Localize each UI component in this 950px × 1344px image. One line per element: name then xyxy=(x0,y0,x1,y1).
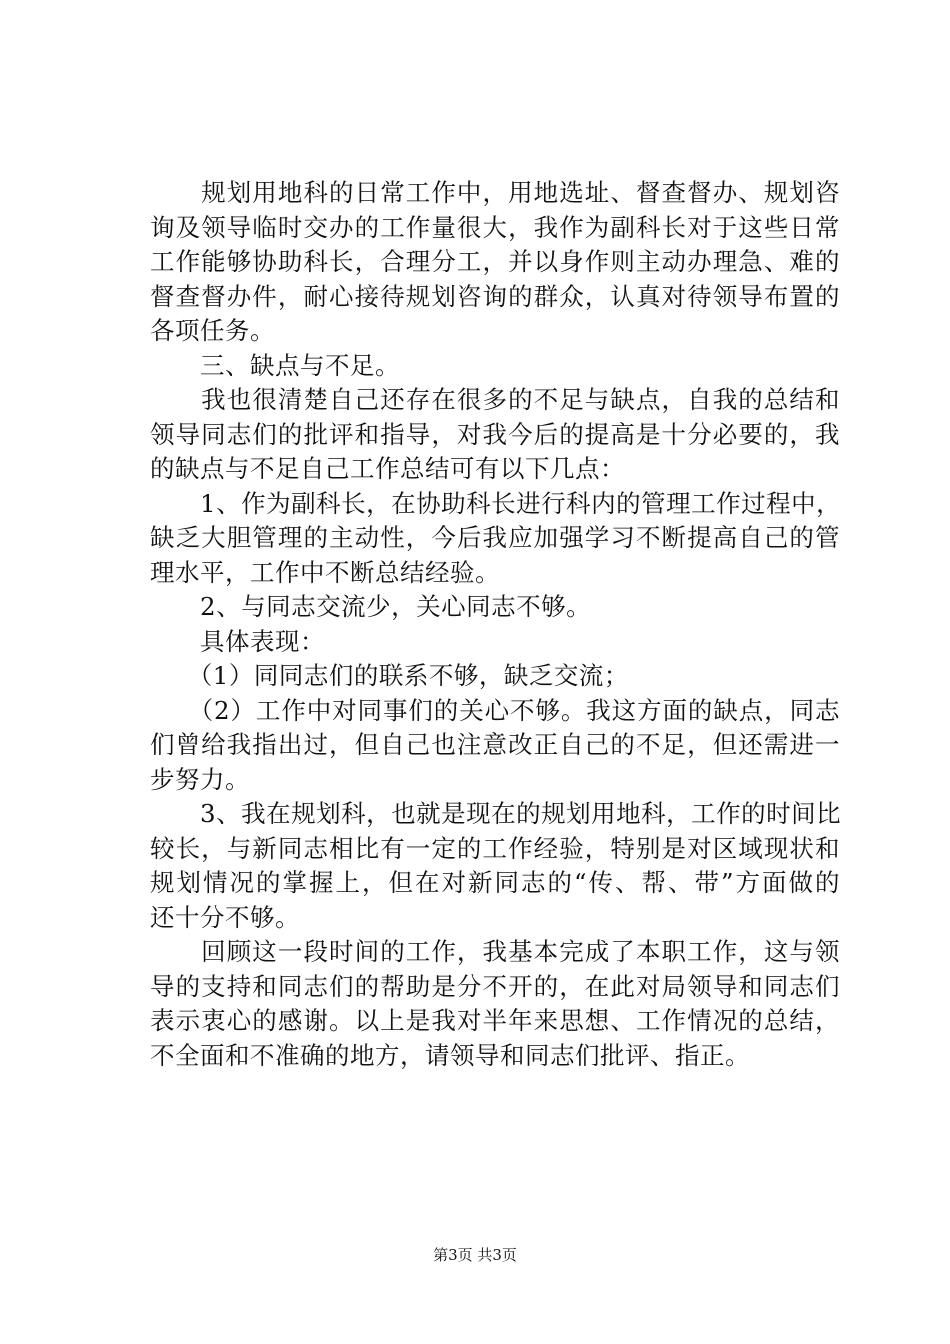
text-line: 领导同志们的批评和指导，对我今后的提高是十分必要的，我 xyxy=(150,419,840,449)
text-line: 我也很清楚自己还存在很多的不足与缺点，自我的总结和 xyxy=(150,385,840,414)
text-line: 具体表现： xyxy=(150,626,325,656)
text-line: 导的支持和同志们的帮助是分不开的，在此对局领导和同志们 xyxy=(150,971,840,1001)
text-line: 询及领导临时交办的工作量很大，我作为副科长对于这些日常 xyxy=(150,212,840,242)
text-line: 督查督办件，耐心接待规划咨询的群众，认真对待领导布置的 xyxy=(150,281,840,311)
text-line: 表示衷心的感谢。以上是我对半年来思想、工作情况的总结， xyxy=(150,1006,840,1035)
page-number: 第3页 共3页 xyxy=(433,1246,517,1264)
text-line: 规划用地科的日常工作中，用地选址、督查督办、规划咨 xyxy=(150,178,840,207)
text-line: 缺乏大胆管理的主动性，今后我应加强学习不断提高自己的管 xyxy=(150,523,840,552)
text-line: 的缺点与不足自己工作总结可有以下几点： xyxy=(150,454,625,483)
text-line: 不全面和不准确的地方，请领导和同志们批评、指正。 xyxy=(150,1040,750,1070)
text-line: 较长，与新同志相比有一定的工作经验，特别是对区域现状和 xyxy=(150,833,840,863)
text-line: 工作能够协助科长，合理分工，并以身作则主动办理急、难的 xyxy=(150,247,840,276)
text-line: 理水平，工作中不断总结经验。 xyxy=(150,557,500,587)
text-line: 还十分不够。 xyxy=(150,902,300,932)
text-line: 步努力。 xyxy=(150,764,250,794)
document-body xyxy=(150,176,840,1073)
text-line: 2、与同志交流少，关心同志不够。 xyxy=(150,592,592,621)
text-line: 回顾这一段时间的工作，我基本完成了本职工作，这与领 xyxy=(150,937,840,966)
text-line: （2）工作中对同事们的关心不够。我这方面的缺点，同志 xyxy=(150,695,840,725)
text-line: 3、我在规划科，也就是现在的规划用地科，工作的时间比 xyxy=(150,799,842,828)
text-line: 规划情况的掌握上，但在对新同志的“传、帮、带”方面做的 xyxy=(150,868,840,897)
text-line: （1）同同志们的联系不够，缺乏交流； xyxy=(150,661,629,690)
text-line: 各项任务。 xyxy=(150,316,275,345)
text-line: 1、作为副科长，在协助科长进行科内的管理工作过程中， xyxy=(150,488,842,518)
text-line: 们曾给我指出过，但自己也注意改正自己的不足，但还需进一 xyxy=(150,730,840,759)
section-heading: 三、缺点与不足。 xyxy=(150,350,400,380)
